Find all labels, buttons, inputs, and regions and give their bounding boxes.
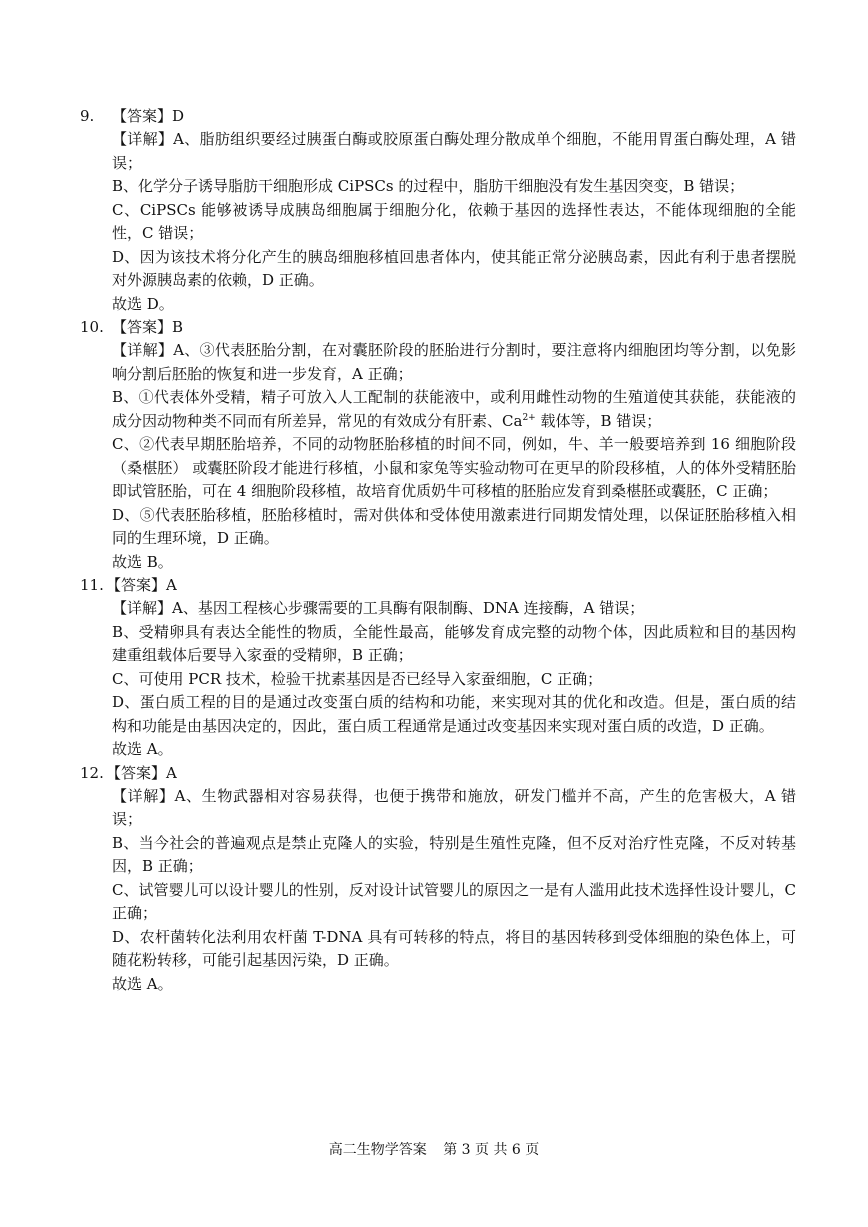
question-number: 12. [80,763,104,782]
explanation-line: B、化学分子诱导脂肪干细胞形成 CiPSCs 的过程中，脂肪干细胞没有发生基因突变，B 错误； [112,177,745,195]
explanation-line: C、CiPSCs 能够被诱导成胰岛细胞属于细胞分化，依赖于基因的选择性表达，不能体现细胞的全能性，C 错误； [112,200,796,242]
question-header [80,762,796,785]
question-10 [80,316,796,574]
explanation [112,339,796,574]
conclusion-line: 故选 B。 [112,552,173,571]
explanation [112,785,796,997]
answer-label: 【答案】A [106,763,177,782]
explanation-line: B、受精卵具有表达全能性的物质，全能性最高，能够发育成完整的动物个体，因此质粒和目的基因构建重组载体后要导入家蚕的受精卵，B 正确； [112,622,796,664]
explanation-line: D、蛋白质工程的目的是通过改变蛋白质的结构和功能，来实现对其的优化和改造。但是，蛋白质的结构和功能是由基因决定的，因此，蛋白质工程通常是通过改变基因来实现对蛋白质的改造，D 正确。 [112,693,796,735]
footer-page-info: 第 3 页 共 6 页 [443,1142,540,1158]
question-9 [80,105,796,316]
explanation-line: D、⑤代表胚胎移植，胚胎移植时，需对供体和受体使用激素进行同期发情处理，以保证胚胎移植入相同的生理环境，D 正确。 [112,505,796,547]
conclusion-line: 故选 A。 [112,974,173,993]
question-11 [80,574,796,762]
question-number: 9. [80,107,95,125]
explanation-line: 【详解】A、基因工程核心步骤需要的工具酶有限制酶、DNA 连接酶，A 错误； [112,599,645,617]
question-12 [80,762,796,997]
footer-subject: 高二生物学答案 [328,1142,427,1158]
superscript: 2+ [522,412,536,423]
explanation-line: B、当今社会的普遍观点是禁止克隆人的实验，特别是生殖性克隆，但不反对治疗性克隆，不反对转基因，B 正确； [112,833,796,875]
question-header [80,574,796,597]
explanation [112,597,796,762]
explanation-line: 【详解】A、脂肪组织要经过胰蛋白酶或胶原蛋白酶处理分散成单个细胞，不能用胃蛋白酶处理，A 错误； [112,130,796,172]
question-number: 11. [80,576,104,594]
answer-label: 【答案】A [106,576,177,594]
explanation-line: 【详解】A、生物武器相对容易获得，也便于携带和施放，研发门槛并不高，产生的危害极大，A 错误； [112,786,796,828]
question-number: 10. [80,318,104,336]
question-header [80,316,796,339]
explanation-line: C、②代表早期胚胎培养，不同的动物胚胎移植的时间不同，例如，牛、羊一般要培养到 16 细胞阶段 （桑椹胚） 或囊胚阶段才能进行移植，小鼠和家兔等实验动物可在更早的阶段移植，人的体外受精胚胎即试管胚胎，可在 4 细胞阶段移植，故培育优质奶牛可移植的胚胎应发育到桑椹胚或囊胚，C 正确； [112,435,796,500]
answer-content [80,105,796,996]
explanation-line: D、因为该技术将分化产生的胰岛细胞移植回患者体内，使其能正常分泌胰岛素，因此有利于患者摆脱对外源胰岛素的依赖，D 正确。 [112,247,796,289]
explanation [112,128,796,316]
explanation-line: C、试管婴儿可以设计婴儿的性别，反对设计试管婴儿的原因之一是有人滥用此技术选择性设计婴儿，C 正确； [112,880,796,922]
conclusion-line: 故选 A。 [112,740,173,758]
explanation-line [112,386,796,433]
answer-label: 【答案】B [112,318,184,336]
answer-label: 【答案】D [112,107,185,125]
page-footer [0,1140,868,1160]
conclusion-line: 故选 D。 [112,294,174,313]
explanation-line: C、可使用 PCR 技术，检验干扰素基因是否已经导入家蚕细胞，C 正确； [112,669,603,688]
question-header [80,105,796,128]
explanation-line: 【详解】A、③代表胚胎分割，在对囊胚阶段的胚胎进行分割时，要注意将内细胞团均等分割，以免影响分割后胚胎的恢复和进一步发育，A 正确； [112,341,796,383]
explanation-text: B、①代表体外受精，精子可放入人工配制的获能液中，或利用雌性动物的生殖道使其获能，获能液的成分因动物种类不同而有所差异，常见的有效成分有肝素、Ca [112,388,796,430]
explanation-line: D、农杆菌转化法利用农杆菌 T-DNA 具有可转移的特点，将目的基因转移到受体细胞的染色体上，可随花粉转移，可能引起基因污染，D 正确。 [112,927,796,969]
explanation-text: 载体等，B 错误； [535,411,662,430]
